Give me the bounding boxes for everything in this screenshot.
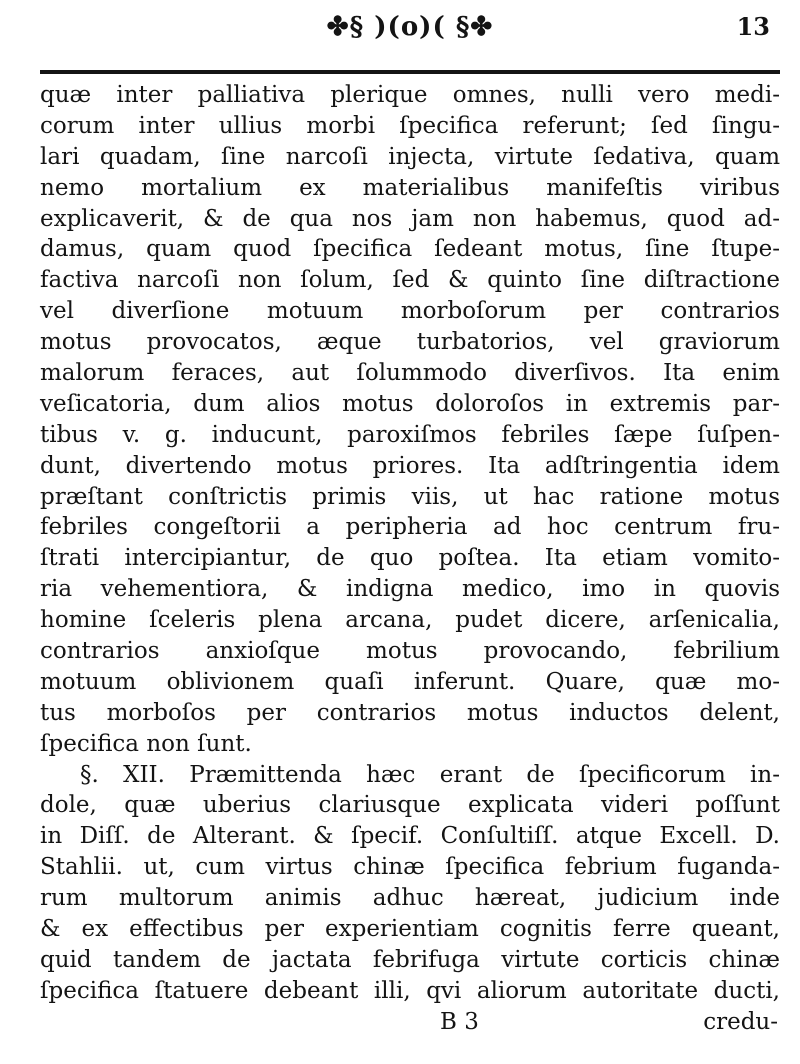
text-line: motuum oblivionem quaſi inferunt. Quare, quæ mo- — [40, 668, 780, 695]
text-line: quæ inter palliativa plerique omnes, nulli vero medi- — [40, 82, 780, 108]
text-line: tibus v. g. inducunt, paroxiſmos febriles ſæpe ſuſpen- — [40, 421, 780, 448]
text-line: lari quadam, ſine narcoſi injecta, virtute ſedativa, quam — [40, 143, 780, 170]
text-line: ria vehementiora, & indigna medico, imo in quovis — [40, 576, 780, 603]
text-line: dole, quæ uberius clariusque explicata videri poſſunt — [40, 792, 780, 819]
text-line: tus morboſos per contrarios motus inductos delent, — [40, 699, 780, 726]
text-line: rum multorum animis adhuc hæreat, judicium inde — [40, 885, 780, 912]
text-line: in Diſſ. de Alterant. & ſpecif. Conſultiſſ. atque Excell. D. — [40, 823, 780, 850]
text-line: quid tandem de jactata febrifuga virtute corticis chinæ — [40, 946, 780, 973]
body-text — [40, 80, 780, 1038]
text-line: factiva narcoſi non ſolum, ſed & quinto ſine diſtractione — [40, 267, 780, 294]
paragraph-end-line: ſpecifica non ſunt. — [40, 730, 252, 757]
text-line: homine ſceleris plena arcana, pudet dicere, arſenicalia, — [40, 607, 780, 634]
text-line: veſicatoria, dum alios motus doloroſos in extremis par- — [40, 390, 780, 417]
text-line: ſpecifica ſtatuere debeant illi, qvi aliorum autoritate ducti, — [40, 977, 780, 1004]
text-line: explicaverit, & de qua nos jam non habemus, quod ad- — [40, 205, 780, 232]
signature-mark: B 3 — [440, 1008, 479, 1035]
footer-line — [40, 1007, 780, 1038]
text-line: nemo mortalium ex materialibus manifeſtis viribus — [40, 174, 780, 201]
running-head — [40, 12, 780, 42]
text-line: dunt, divertendo motus priores. Ita adſtringentia idem — [40, 452, 780, 479]
head-rule — [40, 70, 780, 74]
text-line: febriles congeſtorii a peripheria ad hoc centrum fru- — [40, 514, 780, 541]
text-line: vel diverſione motuum morboſorum per contrarios — [40, 298, 780, 325]
text-line: corum inter ullius morbi ſpecifica referunt; ſed ſingu- — [40, 112, 780, 139]
text-line: contrarios anxioſque motus provocando, febrilium — [40, 638, 780, 665]
page-number: 13 — [736, 12, 770, 41]
text-line: præſtant conſtrictis primis viis, ut hac ratione motus — [40, 483, 780, 510]
text-line: & ex effectibus per experientiam cognitis ferre queant, — [40, 916, 780, 943]
catchword: credu- — [703, 1008, 778, 1035]
text-line: Stahlii. ut, cum virtus chinæ ſpecifica febrium fuganda- — [40, 854, 780, 881]
text-line: malorum feraces, aut ſolummodo diverſivos. Ita enim — [40, 360, 780, 387]
head-ornament: ✤§ )(o)( §✤ — [326, 12, 494, 42]
text-line: ſtrati intercipiantur, de quo poſtea. Ita etiam vomito- — [40, 545, 780, 572]
text-line: motus provocatos, æque turbatorios, vel graviorum — [40, 329, 780, 356]
section-heading-line: §. XII. Præmittenda hæc erant de ſpecificorum in- — [80, 761, 780, 788]
text-line: damus, quam quod ſpecifica ſedeant motus, ſine ſtupe- — [40, 236, 780, 263]
